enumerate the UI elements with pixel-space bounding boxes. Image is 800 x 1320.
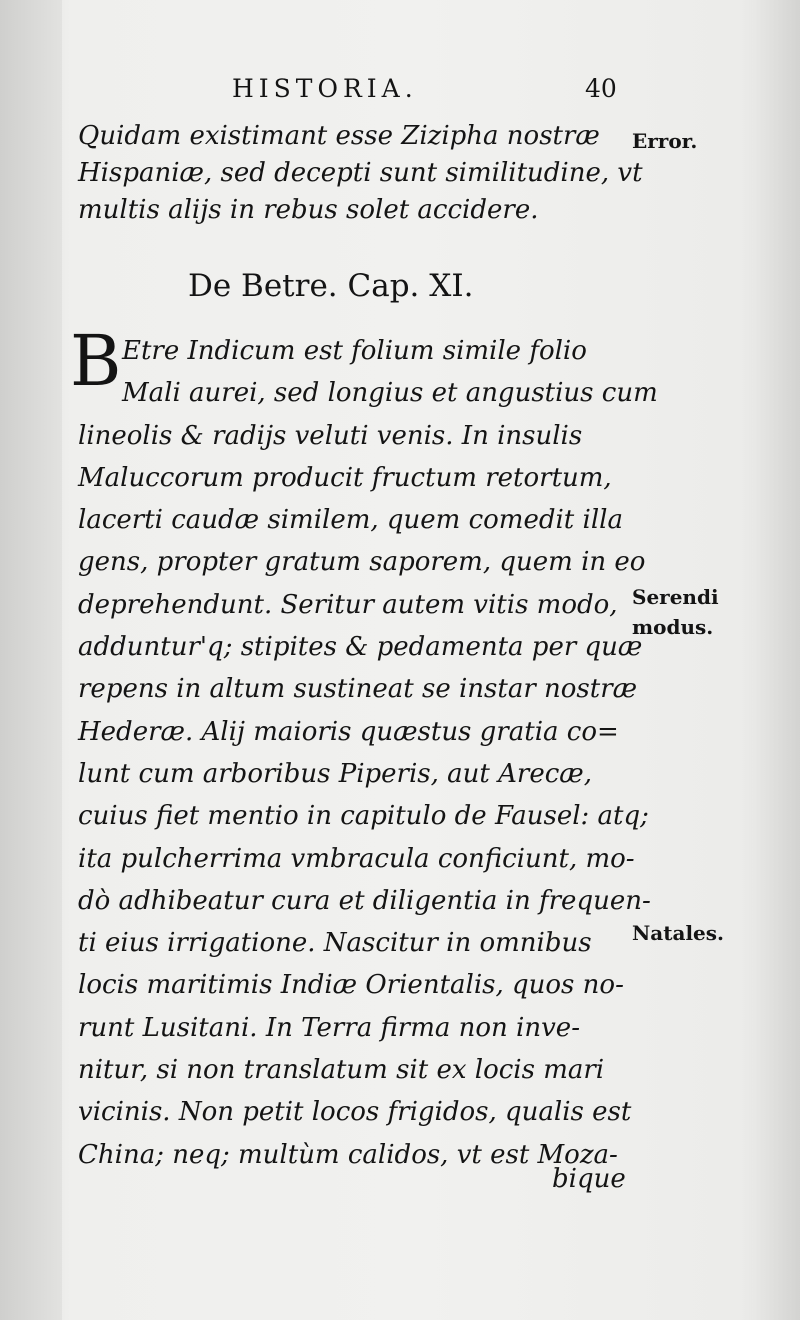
text-line: Hispaniæ, sed decepti sunt similitudine, vt	[78, 158, 643, 188]
page-number: 40	[585, 74, 617, 103]
text-line: ti eius irrigatione. Nascitur in omnibus	[78, 928, 592, 959]
text-line: Mali aurei, sed longius et angustius cum	[122, 378, 658, 409]
margin-note-serendi: Serendi	[632, 585, 719, 609]
previous-chapter-ending	[78, 118, 643, 229]
text-line: lunt cum arboribus Piperis, aut Arecæ,	[78, 758, 592, 789]
page-left-shadow	[0, 0, 62, 1320]
text-line: multis alijs in rebus solet accidere.	[78, 195, 539, 225]
text-line: locis maritimis Indiæ Orientalis, quos no-	[78, 970, 624, 1001]
text-line: China; neq; multùm calidos, vt est Moza-	[78, 1139, 618, 1170]
text-line: repens in altum sustineat se instar nostræ	[78, 674, 638, 705]
text-line: gens, propter gratum saporem, quem in eo	[78, 547, 646, 578]
text-line: lacerti caudæ similem, quem comedit illa	[78, 505, 623, 536]
margin-note-natales: Natales.	[632, 921, 724, 945]
running-head: HISTORIA.	[232, 74, 418, 103]
margin-note-modus: modus.	[632, 615, 714, 639]
text-line: Quidam existimant esse Zizipha nostræ	[78, 121, 600, 151]
text-line: cuius fiet mentio in capitulo de Fausel: atq;	[78, 801, 649, 832]
text-line: adduntur'q; stipites & pedamenta per quæ	[78, 632, 643, 663]
chapter-heading: De Betre. Cap. XI.	[188, 268, 474, 304]
text-line: runt Lusitani. In Terra firma non inve-	[78, 1012, 580, 1043]
catchword: bique	[552, 1164, 626, 1194]
page-right-shadow	[752, 0, 800, 1320]
text-line: deprehendunt. Seritur autem vitis modo,	[78, 589, 618, 620]
text-line: Etre Indicum est folium simile folio	[122, 336, 587, 366]
text-line: dò adhibeatur cura et diligentia in frequen-	[78, 885, 651, 916]
text-line: vicinis. Non petit locos frigidos, qualis est	[78, 1097, 632, 1128]
text-line: ita pulcherrima vmbracula conficiunt, mo-	[78, 843, 635, 874]
margin-note-error: Error.	[632, 129, 698, 153]
text-line: nitur, si non translatum sit ex locis mari	[78, 1055, 605, 1086]
text-line: Hederæ. Alij maioris quæstus gratia co=	[78, 716, 619, 747]
text-line: Maluccorum producit fructum retortum,	[78, 462, 612, 493]
drop-cap: B	[70, 320, 122, 402]
text-line: lineolis & radijs veluti venis. In insulis	[78, 420, 583, 451]
chapter-body	[78, 330, 658, 1176]
